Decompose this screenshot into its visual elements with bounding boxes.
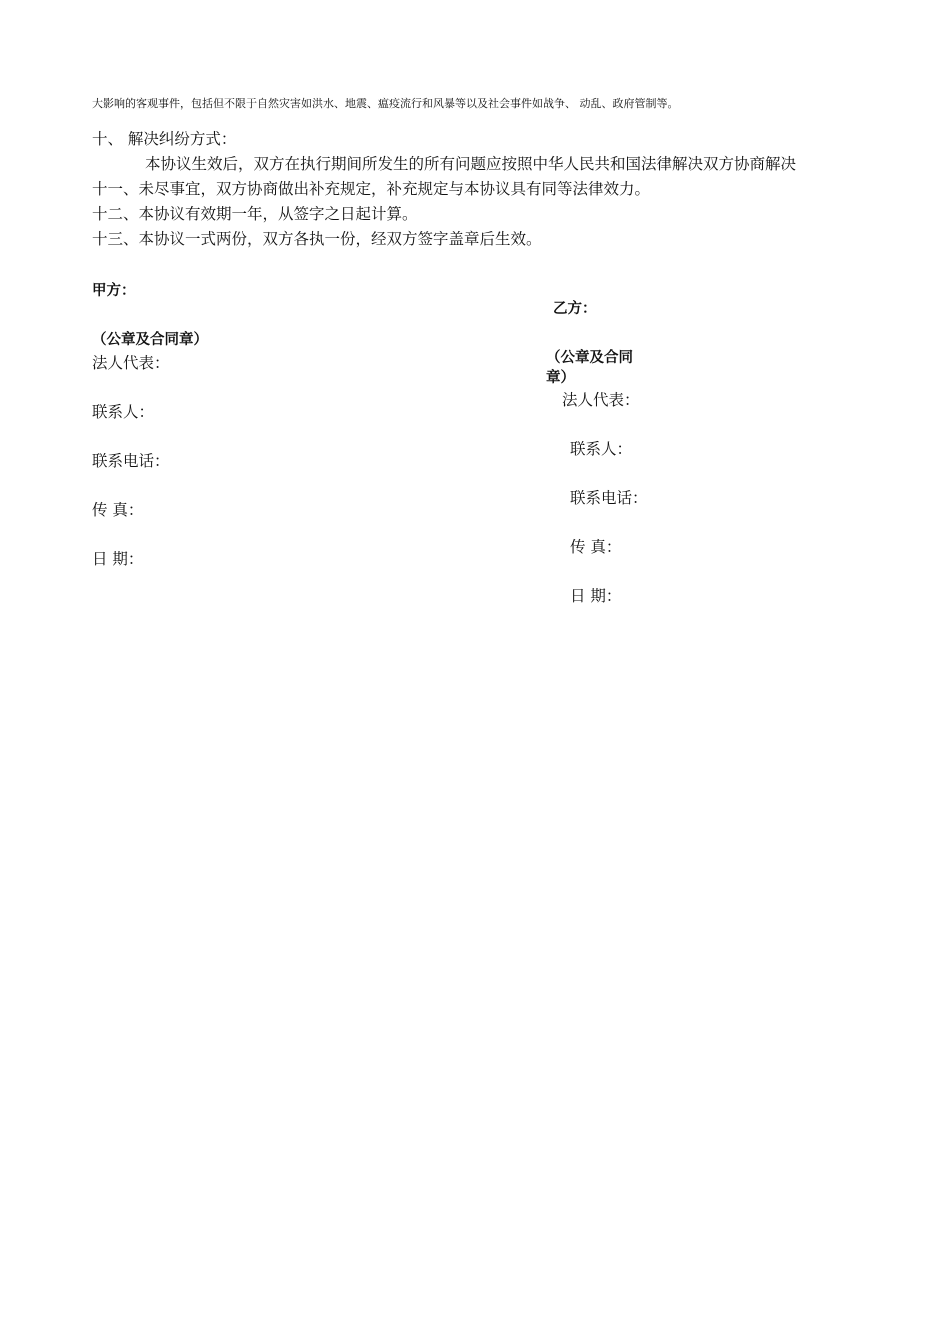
clause-13: 十三、本协议一式两份，双方各执一份，经双方签字盖章后生效。 — [92, 230, 542, 248]
party-a-date: 日 期： — [92, 550, 144, 568]
party-b-title: 乙方： — [553, 301, 597, 317]
party-b-date-clip — [560, 586, 660, 605]
party-a-contact: 联系人： — [92, 403, 155, 421]
party-b-contact: 联系人： — [570, 440, 633, 458]
party-a-phone: 联系电话： — [92, 452, 170, 470]
party-b-date: 日 期： — [570, 587, 622, 605]
party-b-fax: 传 真： — [570, 538, 622, 556]
clause-12: 十二、本协议有效期一年，从签字之日起计算。 — [92, 205, 418, 223]
clause-10-title: 十、 解决纠纷方式： — [92, 130, 237, 148]
party-b-seal-line2: 章） — [546, 370, 575, 386]
force-majeure-continuation: 大影响的客观事件，包括但不限于自然灾害如洪水、地震、瘟疫流行和风暴等以及社会事件如战争、 动乱、政府管制等。 — [92, 97, 679, 110]
party-a-title: 甲方： — [92, 283, 136, 299]
party-b-representative: 法人代表： — [562, 391, 640, 409]
clause-10-body: 本协议生效后，双方在执行期间所发生的所有问题应按照中华人民共和国法律解决双方协商解决 — [145, 155, 797, 173]
clause-11: 十一、未尽事宜，双方协商做出补充规定，补充规定与本协议具有同等法律效力。 — [92, 180, 651, 198]
party-b-phone: 联系电话： — [570, 489, 648, 507]
party-a-representative: 法人代表： — [92, 354, 170, 372]
party-a-fax: 传 真： — [92, 501, 144, 519]
party-a-seal: （公章及合同章） — [92, 332, 208, 348]
party-b-seal-line1: （公章及合同 — [546, 350, 633, 366]
